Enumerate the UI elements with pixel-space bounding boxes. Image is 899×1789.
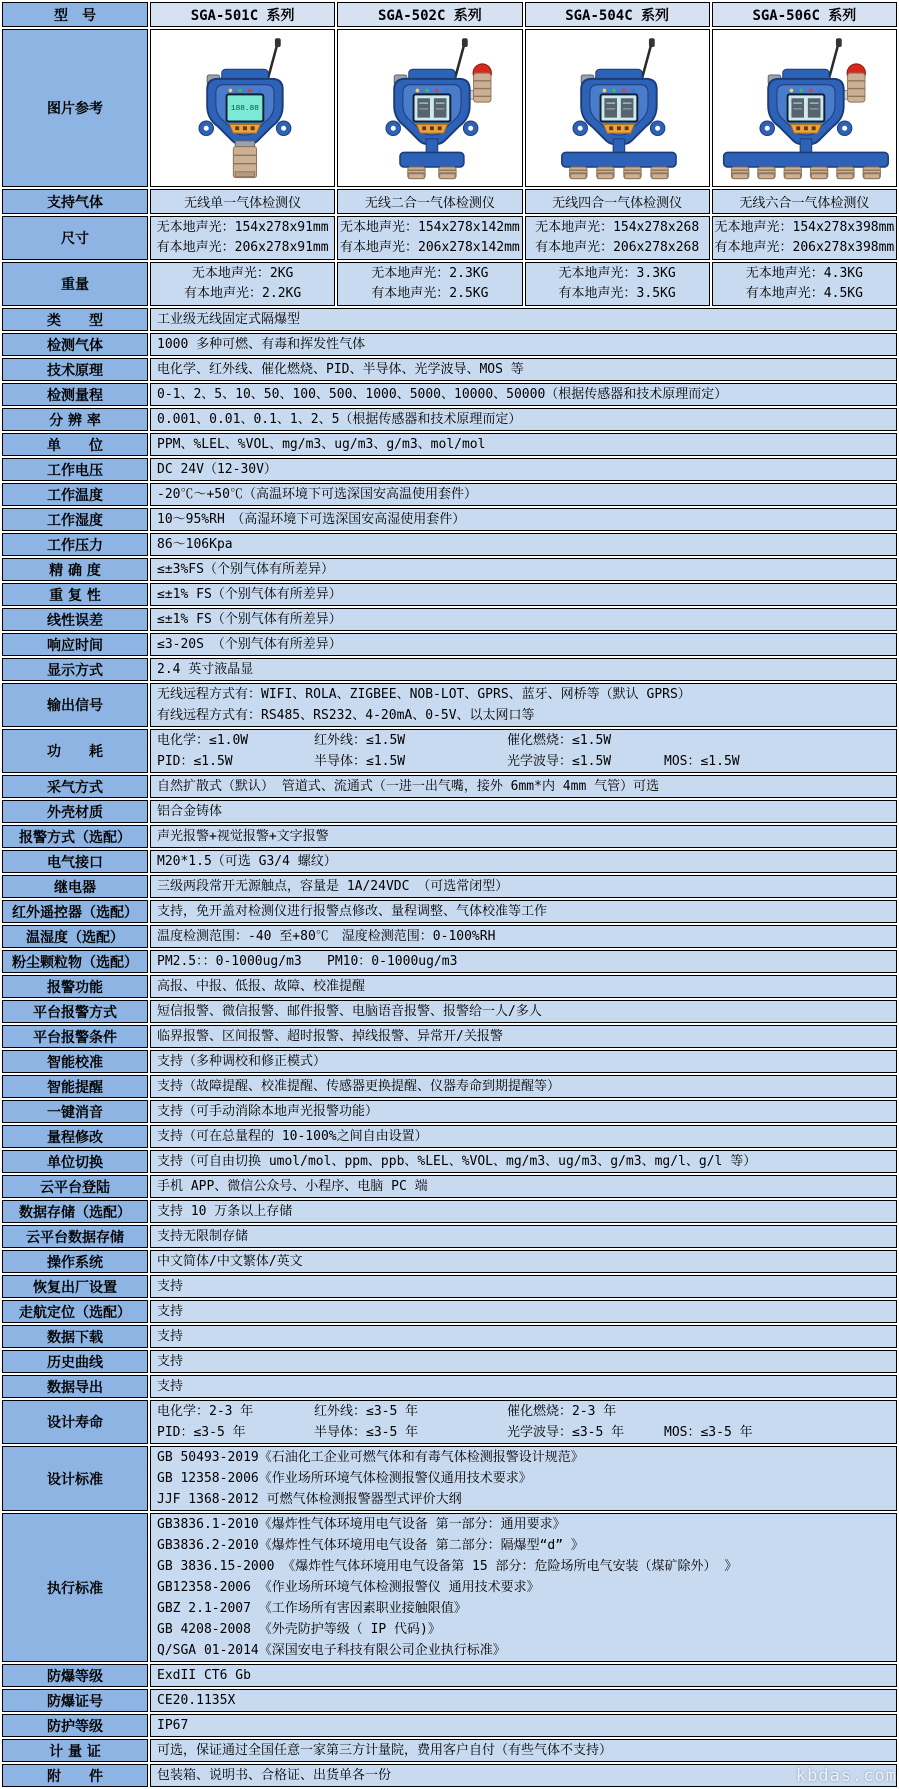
- spec-value-line: 支持（可手动消除本地声光报警功能）: [157, 1104, 379, 1119]
- spec-row-value: [150, 775, 897, 798]
- spec-row-value: [150, 433, 897, 456]
- gas-row-label: 支持气体: [2, 189, 148, 214]
- gas-detector-icon: [151, 32, 334, 184]
- image-row: [2, 29, 897, 187]
- spec-value-line: 支持: [157, 1329, 184, 1344]
- spec-value-line: DC 24V（12-30V）: [157, 462, 277, 477]
- spec-value-line: 工业级无线固定式隔爆型: [157, 312, 301, 327]
- spec-row-value: [150, 1000, 897, 1023]
- spec-row-value: [150, 1350, 897, 1373]
- spec-row-value: [150, 1689, 897, 1712]
- spec-value-line: ≤±3%FS（个别气体有所差异）: [157, 562, 334, 577]
- spec-row: [2, 975, 897, 998]
- model-header-cell: SGA-506C 系列: [712, 2, 897, 27]
- spec-value-line: 支持: [157, 1379, 184, 1394]
- model-header-row: [2, 2, 897, 27]
- spec-row: [2, 658, 897, 681]
- gas-detector-icon: [713, 32, 896, 184]
- spec-value-line: ≤±1% FS（个别气体有所差异）: [157, 587, 342, 602]
- weight-row-line: 无本地声光：2KG: [191, 266, 294, 281]
- model-header-cell: SGA-501C 系列: [150, 2, 335, 27]
- spec-value-line: 电化学、红外线、催化燃烧、PID、半导体、光学波导、MOS 等: [157, 362, 524, 377]
- spec-row: [2, 333, 897, 356]
- spec-value-segment: 半导体：≤3-5 年: [314, 1425, 419, 1440]
- spec-value-segment: 电化学：2-3 年: [157, 1404, 254, 1419]
- spec-value-line: 声光报警+视觉报警+文字报警: [157, 829, 329, 844]
- spec-value-line: 临界报警、区间报警、超时报警、掉线报警、异常开/关报警: [157, 1029, 503, 1044]
- spec-row: [2, 775, 897, 798]
- spec-value-line: 自然扩散式（默认） 管道式、流通式（一进一出气嘴，接外 6mm*内 4mm 气管）可选: [157, 779, 660, 794]
- spec-row: [2, 1250, 897, 1273]
- spec-value-segment: MOS：≤3-5 年: [664, 1425, 753, 1440]
- spec-row-label: 智能提醒: [2, 1075, 148, 1098]
- spec-row-value: [150, 1200, 897, 1223]
- size-row-cell: [150, 216, 335, 260]
- size-row-line: 有本地声光：206x278x268: [535, 240, 700, 255]
- spec-row: [2, 1739, 897, 1762]
- spec-value-line: 支持（可自由切换 umol/mol、ppm、ppb、%LEL、%VOL、mg/m3、ug/m3、g/m3、mg/l、g/l 等）: [157, 1154, 757, 1169]
- size-row-line: 无本地声光：154x278x91mm: [156, 220, 329, 235]
- spec-value-line: 可选，保证通过全国任意一家第三方计量院，费用客户自付（有些气体不支持）: [157, 1743, 613, 1758]
- spec-row-label: 操作系统: [2, 1250, 148, 1273]
- spec-row-value: [150, 1050, 897, 1073]
- gas-detector-image-cell: [525, 29, 710, 187]
- gas-row-cell: 无线四合一气体检测仪: [525, 189, 710, 214]
- spec-row: [2, 1050, 897, 1073]
- spec-row: [2, 850, 897, 873]
- spec-row: [2, 825, 897, 848]
- spec-row-label: 数据导出: [2, 1375, 148, 1398]
- spec-row-label: 防爆等级: [2, 1664, 148, 1687]
- spec-value-line: 2.4 英寸液晶显: [157, 662, 254, 677]
- weight-row-line: 无本地声光：3.3KG: [558, 266, 676, 281]
- gas-row: [2, 189, 897, 214]
- spec-value-line: GB 3836.15-2000 《爆炸性气体环境用电气设备第 15 部分：危险场所电气安装（煤矿除外） 》: [157, 1559, 738, 1574]
- spec-row: [2, 633, 897, 656]
- spec-row-label: 采气方式: [2, 775, 148, 798]
- spec-value-line: GB 12358-2006《作业场所环境气体检测报警仪通用技术要求》: [157, 1471, 532, 1486]
- spec-value-line: [157, 951, 890, 972]
- spec-row-label: 设计寿命: [2, 1400, 148, 1444]
- size-row-line: 有本地声光：206x278x398mm: [714, 240, 895, 255]
- spec-row-value: [150, 683, 897, 727]
- spec-row-value: [150, 800, 897, 823]
- spec-row: [2, 875, 897, 898]
- spec-value-segment: PM2.5：：0-1000ug/m3: [157, 954, 302, 969]
- weight-row-cell: [337, 262, 522, 306]
- spec-row-value: [150, 558, 897, 581]
- spec-value-line: 短信报警、微信报警、邮件报警、电脑语音报警、报警给一人/多人: [157, 1004, 542, 1019]
- weight-row-line: 有本地声光：4.5KG: [745, 286, 863, 301]
- spec-value-line: 支持（可在总量程的 10-100%之间自由设置）: [157, 1129, 428, 1144]
- spec-row-value: [150, 875, 897, 898]
- spec-value-segment: 半导体：≤1.5W: [314, 754, 406, 769]
- spec-value-line: 支持: [157, 1354, 184, 1369]
- spec-value-line: GB 4208-2008 《外壳防护等级（ IP 代码)》: [157, 1622, 441, 1637]
- spec-row-value: [150, 1664, 897, 1687]
- spec-row-label: 单 位: [2, 433, 148, 456]
- spec-row: [2, 1325, 897, 1348]
- spec-value-line: 手机 APP、微信公众号、小程序、电脑 PC 端: [157, 1179, 428, 1194]
- weight-row-line: 有本地声光：3.5KG: [558, 286, 676, 301]
- spec-value-line: IP67: [157, 1718, 189, 1733]
- spec-row: [2, 1175, 897, 1198]
- spec-value-line: 高报、中报、低报、故障、校准提醒: [157, 979, 366, 994]
- spec-row-value: [150, 408, 897, 431]
- spec-row-value: [150, 1714, 897, 1737]
- weight-row-line: 无本地声光：2.3KG: [371, 266, 489, 281]
- spec-value-line: 10～95%RH （高湿环境下可选深国安高湿使用套件）: [157, 512, 466, 527]
- spec-row: [2, 308, 897, 331]
- spec-row-value: [150, 825, 897, 848]
- spec-row: [2, 583, 897, 606]
- spec-row-value: [150, 1150, 897, 1173]
- spec-value-line: GBZ 2.1-2007 《工作场所有害因素职业接触限值》: [157, 1601, 467, 1616]
- spec-value-line: GB3836.1-2010《爆炸性气体环境用电气设备 第一部分：通用要求》: [157, 1517, 566, 1532]
- spec-row-label: 精 确 度: [2, 558, 148, 581]
- spec-value-line: 支持: [157, 1304, 184, 1319]
- spec-row-label: 平台报警方式: [2, 1000, 148, 1023]
- spec-value-segment: PM10：0-1000ug/m3: [327, 954, 458, 969]
- spec-row: [2, 1714, 897, 1737]
- weight-row: [2, 262, 897, 306]
- spec-row-label: 检测量程: [2, 383, 148, 406]
- spec-row-value: [150, 1375, 897, 1398]
- spec-row: [2, 383, 897, 406]
- size-row-cell: [337, 216, 522, 260]
- spec-value-segment: 催化燃烧：≤1.5W: [507, 733, 612, 748]
- spec-value-line: 无线远程方式有：WIFI、ROLA、ZIGBEE、NOB-LOT、GPRS、蓝牙、网桥等（默认 GPRS）: [157, 687, 691, 702]
- spec-row-label: 历史曲线: [2, 1350, 148, 1373]
- spec-row: [2, 1350, 897, 1373]
- spec-row-value: [150, 1175, 897, 1198]
- spec-row-label: 附 件: [2, 1764, 148, 1787]
- spec-row: [2, 1100, 897, 1123]
- spec-value-segment: PID：≤1.5W: [157, 754, 233, 769]
- weight-row-cell: [525, 262, 710, 306]
- spec-value-line: ≤±1% FS（个别气体有所差异）: [157, 612, 342, 627]
- spec-row-value: [150, 1325, 897, 1348]
- spec-row-value: [150, 583, 897, 606]
- spec-value-line: 支持，免开盖对检测仪进行报警点修改、量程调整、气体校准等工作: [157, 904, 548, 919]
- spec-row: [2, 1075, 897, 1098]
- spec-row-label: 检测气体: [2, 333, 148, 356]
- spec-row: [2, 1513, 897, 1662]
- spec-value-line: JJF 1368-2012 可燃气体检测报警器型式评价大纲: [157, 1492, 462, 1507]
- spec-row: [2, 483, 897, 506]
- spec-row: [2, 508, 897, 531]
- spec-row: [2, 950, 897, 973]
- spec-row-label: 恢复出厂设置: [2, 1275, 148, 1298]
- spec-value-line: PPM、%LEL、%VOL、mg/m3、ug/m3、g/m3、mol/mol: [157, 437, 486, 452]
- spec-row: [2, 1000, 897, 1023]
- spec-row: [2, 358, 897, 381]
- gas-detector-icon: [338, 32, 521, 184]
- spec-row-label: 量程修改: [2, 1125, 148, 1148]
- spec-row-label: 线性误差: [2, 608, 148, 631]
- spec-row-value: [150, 458, 897, 481]
- spec-row-value: [150, 1225, 897, 1248]
- spec-value-line: 三级两段常开无源触点，容量是 1A/24VDC （可选常闭型）: [157, 879, 509, 894]
- spec-row: [2, 408, 897, 431]
- spec-row: [2, 925, 897, 948]
- spec-value-segment: PID：≤3-5 年: [157, 1425, 246, 1440]
- spec-row: [2, 1125, 897, 1148]
- spec-row-value: [150, 729, 897, 773]
- spec-value-line: 温度检测范围：-40 至+80℃ 湿度检测范围：0-100%RH: [157, 929, 496, 944]
- spec-row: [2, 1300, 897, 1323]
- size-row-line: 无本地声光：154x278x268: [535, 220, 700, 235]
- spec-value-line: ≤3-20S （个别气体有所差异）: [157, 637, 342, 652]
- spec-value-line: [157, 730, 890, 751]
- spec-row-label: 防护等级: [2, 1714, 148, 1737]
- spec-row-value: [150, 1764, 897, 1787]
- gas-detector-icon: [526, 32, 709, 184]
- svg-text:188.88: 188.88: [230, 104, 259, 113]
- spec-row-label: 一键消音: [2, 1100, 148, 1123]
- size-row: [2, 216, 897, 260]
- spec-row: [2, 1764, 897, 1787]
- spec-row: [2, 1225, 897, 1248]
- spec-value-line: 0.001、0.01、0.1、1、2、5（根据传感器和技术原理而定）: [157, 412, 522, 427]
- spec-row-value: [150, 1300, 897, 1323]
- spec-row-value: [150, 658, 897, 681]
- spec-row-label: 温湿度（选配）: [2, 925, 148, 948]
- spec-row-label: 工作电压: [2, 458, 148, 481]
- spec-row-label: 计 量 证: [2, 1739, 148, 1762]
- spec-value-line: GB3836.2-2010《爆炸性气体环境用电气设备 第二部分：隔爆型“d” 》: [157, 1538, 584, 1553]
- spec-row-value: [150, 1075, 897, 1098]
- spec-row: [2, 900, 897, 923]
- weight-row-line: 有本地声光：2.2KG: [184, 286, 302, 301]
- spec-row-value: [150, 950, 897, 973]
- spec-value-line: Q/SGA 01-2014《深国安电子科技有限公司企业执行标准》: [157, 1643, 506, 1658]
- spec-row-value: [150, 975, 897, 998]
- model-header-cell: SGA-502C 系列: [337, 2, 522, 27]
- spec-value-segment: 光学波导：≤1.5W: [507, 754, 612, 769]
- spec-value-segment: MOS：≤1.5W: [664, 754, 740, 769]
- spec-row-label: 电气接口: [2, 850, 148, 873]
- spec-row-value: [150, 1739, 897, 1762]
- spec-value-line: 支持 10 万条以上存储: [157, 1204, 293, 1219]
- size-row-line: 无本地声光：154x278x142mm: [340, 220, 520, 235]
- spec-row-value: [150, 308, 897, 331]
- spec-value-segment: 电化学：≤1.0W: [157, 733, 249, 748]
- spec-value-line: GB12358-2006 《作业场所环境气体检测报警仪 通用技术要求》: [157, 1580, 540, 1595]
- weight-row-cell: [712, 262, 897, 306]
- spec-value-line: 0-1、2、5、10、50、100、500、1000、5000、10000、50000（根据传感器和技术原理而定）: [157, 387, 728, 402]
- spec-row-value: [150, 508, 897, 531]
- spec-row: [2, 729, 897, 773]
- spec-row: [2, 1025, 897, 1048]
- spec-row-value: [150, 1025, 897, 1048]
- spec-row-label: 单位切换: [2, 1150, 148, 1173]
- gas-detector-image-cell: [337, 29, 522, 187]
- spec-value-line: [157, 1401, 890, 1422]
- spec-row-value: [150, 383, 897, 406]
- spec-row-label: 报警方式（选配）: [2, 825, 148, 848]
- spec-value-segment: 催化燃烧：2-3 年: [507, 1404, 617, 1419]
- spec-row-value: [150, 1275, 897, 1298]
- spec-row-value: [150, 900, 897, 923]
- spec-row-label: 重 复 性: [2, 583, 148, 606]
- spec-row-label: 工作温度: [2, 483, 148, 506]
- spec-row: [2, 1446, 897, 1511]
- spec-row: [2, 558, 897, 581]
- spec-row-label: 外壳材质: [2, 800, 148, 823]
- spec-value-segment: 红外线：≤1.5W: [314, 733, 406, 748]
- spec-row-label: 工作压力: [2, 533, 148, 556]
- spec-row-value: [150, 333, 897, 356]
- spec-value-line: [157, 751, 890, 772]
- spec-value-line: 有线远程方式有：RS485、RS232、4-20mA、0-5V、以太网口等: [157, 708, 535, 723]
- spec-row-label: 执行标准: [2, 1513, 148, 1662]
- spec-value-line: 支持: [157, 1279, 184, 1294]
- spec-row: [2, 1375, 897, 1398]
- spec-row: [2, 1689, 897, 1712]
- spec-row-label: 防爆证号: [2, 1689, 148, 1712]
- spec-row-label: 智能校准: [2, 1050, 148, 1073]
- spec-value-line: 支持（多种调校和修正模式）: [157, 1054, 327, 1069]
- spec-row-label: 走航定位（选配）: [2, 1300, 148, 1323]
- size-row-cell: [525, 216, 710, 260]
- spec-row: [2, 533, 897, 556]
- spec-row: [2, 608, 897, 631]
- size-row-label: 尺寸: [2, 216, 148, 260]
- spec-row-label: 功 耗: [2, 729, 148, 773]
- spec-row-value: [150, 1250, 897, 1273]
- weight-row-line: 无本地声光：4.3KG: [745, 266, 863, 281]
- gas-row-cell: 无线六合一气体检测仪: [712, 189, 897, 214]
- spec-row-value: [150, 608, 897, 631]
- model-header-cell: SGA-504C 系列: [525, 2, 710, 27]
- gas-row-cell: 无线单一气体检测仪: [150, 189, 335, 214]
- spec-value-line: GB 50493-2019《石油化工企业可燃气体和有毒气体检测报警设计规范》: [157, 1450, 584, 1465]
- weight-row-line: 有本地声光：2.5KG: [371, 286, 489, 301]
- size-row-line: 有本地声光：206x278x91mm: [156, 240, 329, 255]
- spec-row: [2, 1664, 897, 1687]
- spec-row-value: [150, 633, 897, 656]
- spec-row: [2, 1275, 897, 1298]
- spec-row-value: [150, 483, 897, 506]
- spec-row: [2, 683, 897, 727]
- spec-row-label: 输出信号: [2, 683, 148, 727]
- size-row-cell: [712, 216, 897, 260]
- spec-row-label: 云平台登陆: [2, 1175, 148, 1198]
- image-row-label: 图片参考: [2, 29, 148, 187]
- gas-detector-image-cell: [712, 29, 897, 187]
- spec-row-value: [150, 925, 897, 948]
- spec-value-segment: 光学波导：≤3-5 年: [507, 1425, 625, 1440]
- spec-row-value: [150, 1446, 897, 1511]
- spec-row-label: 数据存储（选配）: [2, 1200, 148, 1223]
- spec-row-value: [150, 533, 897, 556]
- size-row-line: 无本地声光：154x278x398mm: [714, 220, 895, 235]
- spec-row-label: 设计标准: [2, 1446, 148, 1511]
- model-header-label: 型 号: [2, 2, 148, 27]
- spec-value-line: M20*1.5（可选 G3/4 螺纹）: [157, 854, 337, 869]
- spec-row-label: 响应时间: [2, 633, 148, 656]
- spec-row-label: 工作湿度: [2, 508, 148, 531]
- spec-row-label: 云平台数据存储: [2, 1225, 148, 1248]
- spec-row-label: 粉尘颗粒物（选配）: [2, 950, 148, 973]
- spec-row-label: 数据下载: [2, 1325, 148, 1348]
- spec-value-line: -20℃～+50℃（高温环境下可选深国安高温使用套件）: [157, 487, 477, 502]
- spec-value-line: 支持无限制存储: [157, 1229, 249, 1244]
- spec-row-label: 继电器: [2, 875, 148, 898]
- spec-value-line: 中文简体/中文繁体/英文: [157, 1254, 303, 1269]
- spec-row-label: 类 型: [2, 308, 148, 331]
- spec-value-line: [157, 1422, 890, 1443]
- gas-detector-image-cell: [150, 29, 335, 187]
- spec-row: [2, 800, 897, 823]
- spec-table-body: [2, 2, 897, 1787]
- spec-row-label: 技术原理: [2, 358, 148, 381]
- weight-row-label: 重量: [2, 262, 148, 306]
- size-row-line: 有本地声光：206x278x142mm: [340, 240, 520, 255]
- weight-row-cell: [150, 262, 335, 306]
- spec-row-label: 报警功能: [2, 975, 148, 998]
- spec-row: [2, 458, 897, 481]
- spec-row-value: [150, 1100, 897, 1123]
- spec-row: [2, 1200, 897, 1223]
- spec-value-line: 86～106Kpa: [157, 537, 233, 552]
- watermark: kbdas.com: [795, 1766, 897, 1786]
- spec-row-value: [150, 1513, 897, 1662]
- spec-value-line: 1000 多种可燃、有毒和挥发性气体: [157, 337, 366, 352]
- spec-row-value: [150, 358, 897, 381]
- spec-value-segment: 红外线：≤3-5 年: [314, 1404, 419, 1419]
- spec-row-label: 分 辨 率: [2, 408, 148, 431]
- spec-value-line: CE20.1135X: [157, 1693, 236, 1708]
- spec-row-value: [150, 1400, 897, 1444]
- spec-row-label: 红外遥控器（选配）: [2, 900, 148, 923]
- spec-value-line: 铝合金铸体: [157, 804, 223, 819]
- spec-row-label: 显示方式: [2, 658, 148, 681]
- spec-row: [2, 1400, 897, 1444]
- spec-value-line: ExdII CT6 Gb: [157, 1668, 251, 1683]
- spec-row-label: 平台报警条件: [2, 1025, 148, 1048]
- spec-row: [2, 1150, 897, 1173]
- gas-row-cell: 无线二合一气体检测仪: [337, 189, 522, 214]
- spec-value-line: 支持（故障提醒、校准提醒、传感器更换提醒、仪器寿命到期提醒等）: [157, 1079, 561, 1094]
- spec-value-line: 包装箱、说明书、合格证、出货单各一份: [157, 1768, 392, 1783]
- spec-row-value: [150, 1125, 897, 1148]
- spec-row: [2, 433, 897, 456]
- spec-row-value: [150, 850, 897, 873]
